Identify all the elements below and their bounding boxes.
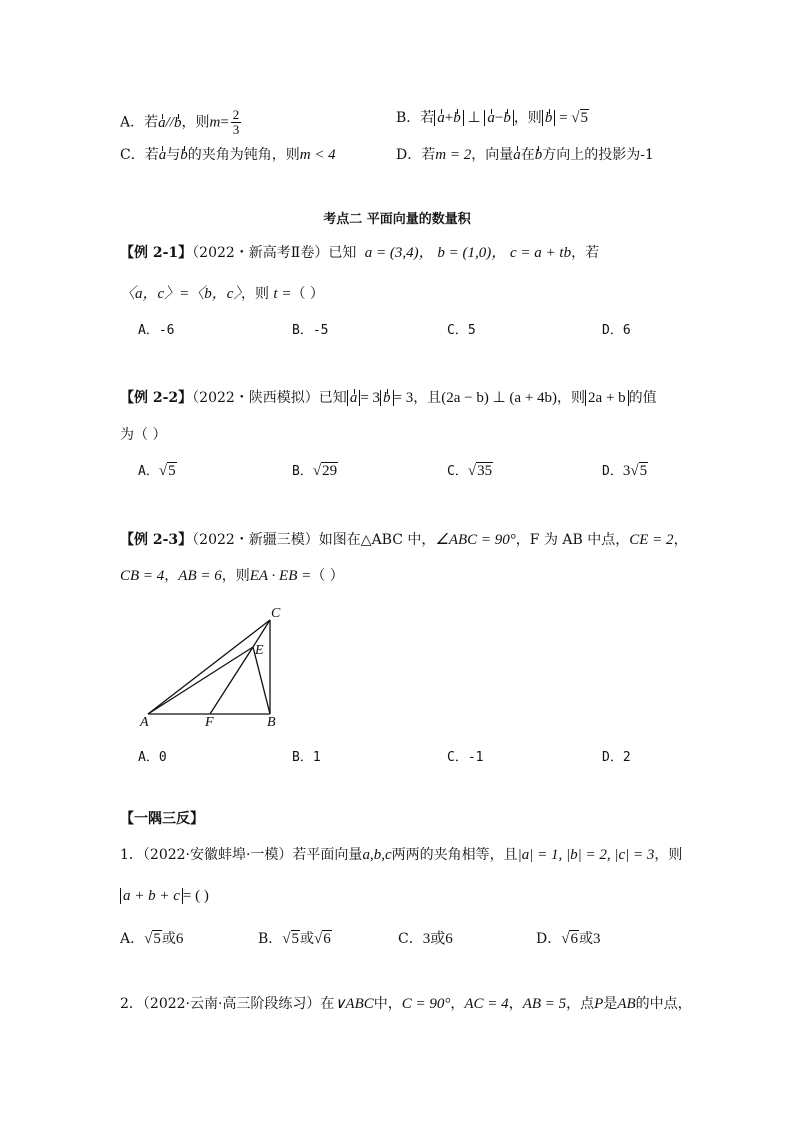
ex23-blank: （ ） [311,568,344,584]
ex21-line1 [120,243,599,263]
q0-d-label: D．若 [396,147,436,163]
q0-a-den: 3 [232,122,240,137]
q0-a-eq: = [220,114,229,131]
ex21-option-b: B．-5 [292,323,329,338]
q0-b-sqrt: √5 [571,110,589,126]
ex22-cond2: = 3 [393,390,414,406]
q1-vecs: a,b,c [362,847,392,863]
ex23-option-a: A．0 [138,750,167,765]
ex22-line1 [120,388,657,408]
label-a: A [140,715,149,730]
q2-ab: AB = 5 [522,996,567,1012]
ex21-if: ，若 [571,245,600,261]
q2-c: C = 90° [401,996,451,1012]
practice-q1-line1 [120,845,682,865]
q1-blank: = ( ) [182,888,209,904]
q0-a-fraction [231,108,242,137]
q1-option-b: B．√5或√6 [258,931,331,947]
q1-cond: |a| = 1, |b| = 2, |c| = 3 [517,847,655,863]
q1-then: ，则 [654,847,683,863]
q0-option-a [120,108,243,137]
vec-a: a [158,114,166,131]
ex22-and: ，且 [413,390,442,406]
ex21-option-c: C．5 [447,323,476,338]
ex22-option-a: A．√5 [138,463,176,479]
ex23-ce: CE = 2 [629,532,674,548]
q1-text: 两两的夹角相等，且 [391,847,518,863]
ex23-cb: CB = 4 [120,568,165,584]
label-f: F [205,715,214,730]
segment-ac [148,620,270,714]
label-b: B [267,715,276,730]
ex21-vectors: a = (3,4)， b = (1,0)， c = a + tb [364,245,572,261]
practice-title: 【一隅三反】 [120,811,204,827]
q0-a-m: m [209,114,221,131]
ex22-option-b: B．√29 [292,463,338,479]
ex23-source: （2022・新疆三模）如图在△ABC 中， [192,532,436,548]
q1-source: 1．（2022·安徽蚌埠·一模）若平面向量 [120,847,363,863]
ex23-option-c: C．-1 [447,750,484,765]
q0-option-d: D．若m = 2，向量a在b方向上的投影为-1 [396,147,654,163]
ex22-tail: 的值 [628,390,657,406]
q0-b-sum: a+b [434,110,463,126]
ex22-target: 2a + b [585,390,629,406]
ex22-line2: 为（ ） [120,427,167,443]
q0-d-text2: 在 [520,147,535,163]
ex21-t: t = [273,286,292,302]
ex23-angle: ∠ABC = 90° [435,532,516,548]
q0-b-diff: a−b [484,110,513,126]
ex23-tag: 【例 2-3】 [120,532,193,548]
parallel-sign: // [165,114,174,131]
label-c: C [271,606,281,621]
ex21-blank: （ ） [291,286,324,302]
ex21-source: （2022・新高考Ⅱ卷）已知 [192,245,357,261]
q0-d-cond: m = 2 [435,147,472,163]
ex23-then: ，则 [221,568,250,584]
q0-c-text2: 的夹角为钝角，则 [187,147,300,163]
ex23-option-b: B．1 [292,750,321,765]
q0-option-c: C．若a与b的夹角为钝角，则m < 4 [120,147,336,163]
ex23-ab: AB = 6 [178,568,222,584]
q1-option-a: A．√5或6 [120,931,184,947]
ex22-tag: 【例 2-2】 [120,390,193,406]
q2-ac: AC = 4 [464,996,509,1012]
q0-a-label: A．若 [120,114,159,131]
ex22-option-d: D．3√5 [602,463,648,479]
ex22-cond1: = 3 [360,390,381,406]
vec-b: b [173,114,182,131]
ex21-line2 [120,284,324,304]
q1-option-c: C．3或6 [398,931,453,947]
q0-b-norm: b [542,110,556,126]
ex23-line1: 【例 2-3】（2022・新疆三模）如图在△ABC 中，∠ABC = 90°，F 为 AB 中点，CE = 2， [120,532,688,548]
q0-c-cond: m < 4 [299,147,336,163]
ex23-line2: CB = 4，AB = 6，则EA · EB =（ ） [120,568,344,584]
ex22-then: ，则 [557,390,586,406]
q1-target: a + b + c [120,888,183,904]
q0-option-b: B．若 a+b ⊥ a−b ，则 b = √5 [396,110,589,126]
label-e: E [255,643,264,658]
ex22-norm-b: b [380,390,394,406]
ex22-perp: (2a − b) ⊥ (a + 4b) [441,390,558,406]
q0-d-text1: ，向量 [471,147,514,163]
ex21-condition: 〈a，c〉=〈b，c〉 [120,286,241,302]
practice-q2-line1: 2．（2022·云南·高三阶段练习）在∨ABC中，C = 90°，AC = 4，AB = 5，点P是AB的中点， [120,996,692,1012]
q0-b-label: B．若 [396,110,435,126]
q0-d-text3: 方向上的投影为-1 [542,147,654,163]
ex23-mid: ，F 为 AB 中点， [515,532,630,548]
q0-c-text1: 与 [166,147,181,163]
q1-option-d: D．√6或3 [536,931,601,947]
ex23-option-d: D．2 [602,750,631,765]
ex21-option-a: A．-6 [138,323,175,338]
ex21-option-d: D．6 [602,323,631,338]
segment-ae [148,647,253,714]
triangle-figure [130,600,300,730]
practice-q1-line2 [120,886,209,906]
q0-a-num: 2 [232,107,240,122]
segment-fe [210,647,253,714]
ex22-option-c: C．√35 [447,463,493,479]
q0-c-label: C．若 [120,147,159,163]
q0-b-text: ，则 [513,110,542,126]
ex22-norm-a: a [347,390,361,406]
section-title: 考点二 平面向量的数量积 [323,212,471,227]
q2-tri: ∨ABC [334,996,374,1012]
q0-a-then: ，则 [181,114,210,131]
ex21-then: ，则 [240,286,269,302]
q2-source: 2．（2022·云南·高三阶段练习）在 [120,996,335,1012]
ex23-dot: EA · EB = [249,568,312,584]
ex21-tag: 【例 2-1】 [120,245,193,261]
ex22-source: （2022・陕西模拟）已知 [192,390,347,406]
